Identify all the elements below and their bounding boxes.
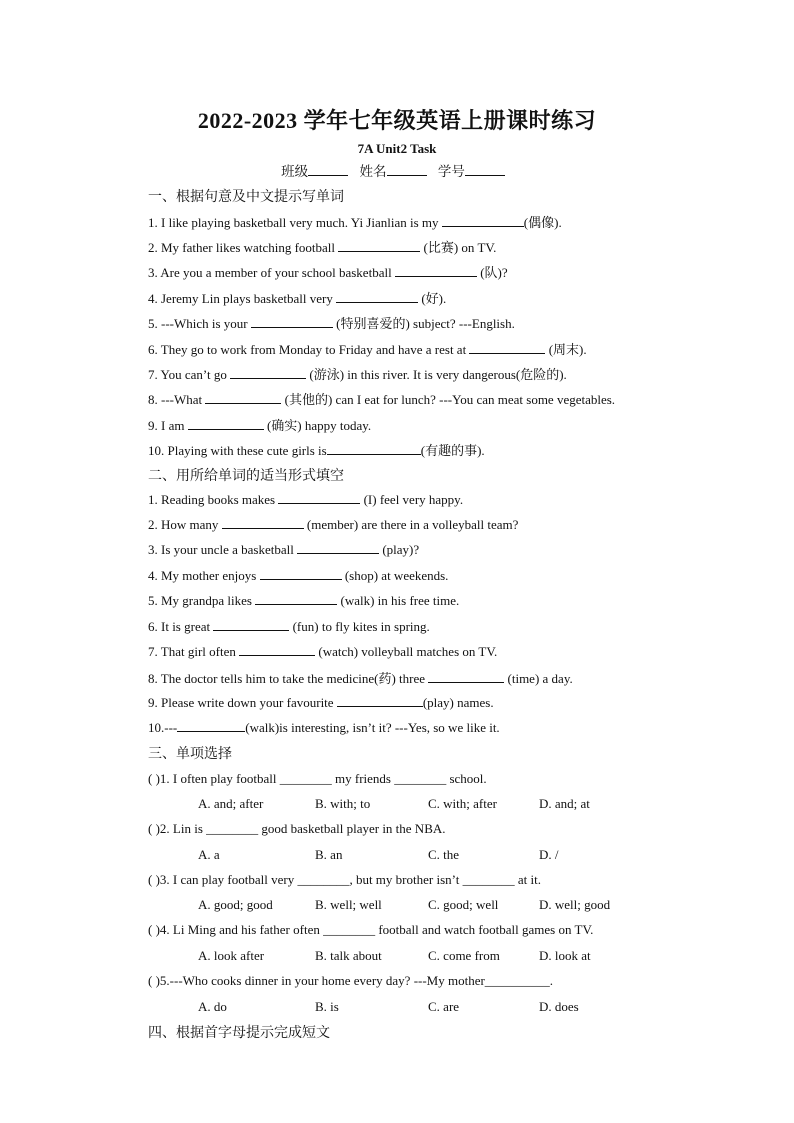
answer-blank[interactable] bbox=[222, 517, 304, 529]
question-row: 5. ---Which is your (特别喜爱的) subject? ---English. bbox=[148, 316, 515, 331]
mc-option-d[interactable]: D. does bbox=[539, 999, 579, 1014]
question-row: 6. It is great (fun) to fly kites in spring. bbox=[148, 619, 430, 634]
answer-blank[interactable] bbox=[278, 492, 360, 504]
answer-blank[interactable] bbox=[251, 316, 333, 328]
mc-option-c[interactable]: C. come from bbox=[428, 948, 500, 963]
answer-blank[interactable] bbox=[442, 215, 524, 227]
answer-blank[interactable] bbox=[338, 240, 420, 252]
mc-option-d[interactable]: D. and; at bbox=[539, 796, 590, 811]
answer-blank[interactable] bbox=[336, 291, 418, 303]
question-row: 10.--- (walk)is interesting, isn’t it? ---Yes, so we like it. bbox=[148, 720, 500, 735]
question-row: 6. They go to work from Monday to Friday and have a rest at (周末). bbox=[148, 342, 587, 357]
class-blank[interactable] bbox=[308, 163, 348, 176]
answer-blank[interactable] bbox=[188, 418, 264, 430]
mc-option-a[interactable]: A. do bbox=[198, 999, 227, 1014]
mc-question-stem: ( )2. Lin is ________ good basketball player in the NBA. bbox=[148, 821, 446, 836]
answer-blank[interactable] bbox=[395, 265, 477, 277]
mc-option-b[interactable]: B. well; well bbox=[315, 897, 382, 912]
mc-option-c[interactable]: C. are bbox=[428, 999, 460, 1014]
question-row: 9. I am (确实) happy today. bbox=[148, 418, 372, 433]
answer-blank[interactable] bbox=[327, 443, 421, 455]
mc-question-stem: ( )5.---Who cooks dinner in your home every day? ---My mother__________. bbox=[148, 973, 554, 988]
answer-blank[interactable] bbox=[230, 367, 306, 379]
question-row: 3. Are you a member of your school basketball (队)? bbox=[148, 265, 508, 280]
question-row: 10. Playing with these cute girls is (有趣的事). bbox=[148, 443, 485, 458]
mc-option-a[interactable]: A. a bbox=[198, 847, 220, 862]
mc-option-b[interactable]: B. with; to bbox=[315, 796, 371, 811]
answer-blank[interactable] bbox=[213, 619, 289, 631]
section-4-heading: 四、根据首字母提示完成短文 bbox=[148, 1025, 330, 1041]
section-3-heading: 三、单项选择 bbox=[148, 746, 232, 762]
mc-option-d[interactable]: D. well; good bbox=[539, 897, 611, 912]
answer-blank[interactable] bbox=[260, 568, 342, 580]
answer-blank[interactable] bbox=[177, 720, 245, 732]
mc-option-b[interactable]: B. an bbox=[315, 847, 343, 862]
answer-blank[interactable] bbox=[239, 644, 315, 656]
mc-option-a[interactable]: A. look after bbox=[198, 948, 265, 963]
answer-blank[interactable] bbox=[428, 671, 504, 683]
mc-question-stem: ( )3. I can play football very ________, but my brother isn’t ________ at it. bbox=[148, 872, 541, 887]
number-blank[interactable] bbox=[465, 163, 505, 176]
question-row: 5. My grandpa likes (walk) in his free time. bbox=[148, 593, 460, 608]
mc-question-stem: ( )1. I often play football ________ my friends ________ school. bbox=[148, 771, 487, 786]
question-row: 1. Reading books makes (I) feel very happy. bbox=[148, 492, 464, 507]
question-row: 7. That girl often (watch) volleyball matches on TV. bbox=[148, 644, 498, 659]
question-row: 3. Is your uncle a basketball (play)? bbox=[148, 542, 420, 557]
question-row: 8. The doctor tells him to take the medicine(药) three (time) a day. bbox=[148, 671, 573, 686]
student-info-line bbox=[0, 160, 794, 180]
answer-blank[interactable] bbox=[469, 342, 545, 354]
mc-option-c[interactable]: C. with; after bbox=[428, 796, 497, 811]
answer-blank[interactable] bbox=[205, 392, 281, 404]
page-title: 2022-2023 学年七年级英语上册课时练习 bbox=[197, 108, 597, 133]
mc-option-d[interactable]: D. look at bbox=[539, 948, 591, 963]
answer-blank[interactable] bbox=[255, 593, 337, 605]
name-label: 姓名 bbox=[359, 164, 387, 179]
name-blank[interactable] bbox=[387, 163, 427, 176]
mc-option-c[interactable]: C. the bbox=[428, 847, 460, 862]
class-label: 班级 bbox=[281, 164, 309, 179]
question-row: 1. I like playing basketball very much. Yi Jianlian is my (偶像). bbox=[148, 215, 562, 230]
mc-option-a[interactable]: A. and; after bbox=[198, 796, 264, 811]
section-2-heading: 二、用所给单词的适当形式填空 bbox=[148, 468, 344, 484]
section-1-heading: 一、根据句意及中文提示写单词 bbox=[148, 189, 344, 205]
mc-option-b[interactable]: B. talk about bbox=[315, 948, 382, 963]
question-row: 9. Please write down your favourite (play) names. bbox=[148, 695, 494, 710]
mc-option-a[interactable]: A. good; good bbox=[198, 897, 273, 912]
mc-question-stem: ( )4. Li Ming and his father often ________ football and watch football games on TV. bbox=[148, 922, 594, 937]
answer-blank[interactable] bbox=[297, 542, 379, 554]
answer-blank[interactable] bbox=[337, 695, 423, 707]
question-row: 8. ---What (其他的) can I eat for lunch? ---You can meat some vegetables. bbox=[148, 392, 616, 407]
question-row: 2. How many (member) are there in a volleyball team? bbox=[148, 517, 519, 532]
mc-option-c[interactable]: C. good; well bbox=[428, 897, 499, 912]
question-row: 4. Jeremy Lin plays basketball very (好). bbox=[148, 291, 447, 306]
mc-option-d[interactable]: D. / bbox=[539, 847, 559, 862]
page-subtitle: 7A Unit2 Task bbox=[357, 141, 437, 156]
question-row: 4. My mother enjoys (shop) at weekends. bbox=[148, 568, 449, 583]
mc-option-b[interactable]: B. is bbox=[315, 999, 339, 1014]
question-row: 2. My father likes watching football (比赛) on TV. bbox=[148, 240, 497, 255]
number-label: 学号 bbox=[437, 164, 465, 179]
question-row: 7. You can’t go (游泳) in this river. It is very dangerous(危险的). bbox=[148, 367, 567, 382]
